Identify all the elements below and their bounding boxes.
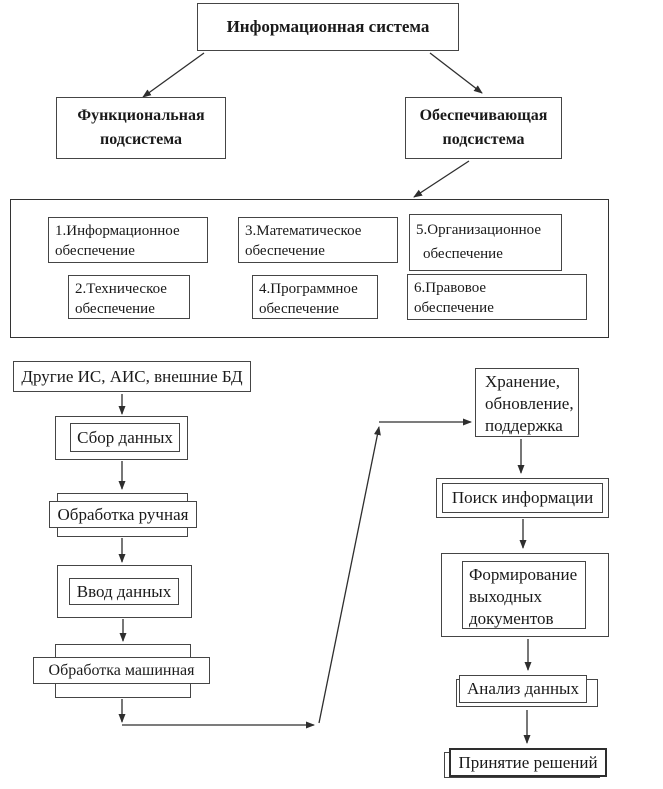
support-technical-line2: обеспечение (75, 301, 155, 317)
collect-data-label: Сбор данных (77, 427, 173, 447)
data-input-label: Ввод данных (76, 581, 172, 601)
information-system-label: Информационная система (226, 17, 430, 36)
node-functional-subsystem (56, 97, 226, 159)
support-informational-line1: 1.Информационное (55, 223, 180, 239)
providing-subsystem-line1: Обеспечивающая (419, 107, 548, 125)
node-information-search (442, 483, 603, 513)
information-search-label: Поиск информации (451, 488, 594, 507)
node-support-technical (68, 275, 190, 319)
support-organizational-line1: 5.Организационное (416, 222, 541, 238)
node-support-software (252, 275, 378, 319)
storage-line2: обновление, (485, 394, 574, 413)
arrow-providing-to-support (414, 161, 469, 197)
node-machine-processing (33, 657, 210, 684)
node-external-sources (13, 361, 251, 392)
node-decision-making (449, 748, 607, 777)
support-mathematical-line1: 3.Математическое (245, 223, 362, 239)
storage-line3: поддержка (485, 416, 563, 435)
node-data-input (69, 578, 179, 605)
functional-subsystem-line2: подсистема (99, 130, 183, 148)
support-legal-line1: 6.Правовое (414, 280, 487, 296)
arrow-diagonal-up (319, 427, 379, 723)
node-support-organizational (409, 214, 562, 271)
arrow-root-to-functional (143, 53, 204, 97)
node-output-documents (462, 561, 586, 629)
external-sources-label: Другие ИС, АИС, внешние БД (21, 366, 243, 386)
output-documents-line3: документов (469, 609, 554, 628)
node-support-legal (407, 274, 587, 320)
node-collect-data (70, 423, 180, 452)
providing-subsystem-line2: подсистема (442, 130, 525, 148)
output-documents-line1: Формирование (469, 565, 578, 584)
machine-processing-label: Обработка машинная (48, 661, 195, 679)
support-software-line2: обеспечение (259, 301, 339, 317)
decision-making-label: Принятие решений (458, 752, 598, 772)
node-information-system (197, 3, 459, 51)
support-technical-line1: 2.Техническое (75, 281, 167, 297)
data-analysis-label: Анализ данных (467, 679, 579, 698)
storage-line1: Хранение, (485, 372, 560, 391)
arrow-root-to-providing (430, 53, 482, 93)
node-providing-subsystem (405, 97, 562, 159)
node-support-mathematical (238, 217, 398, 263)
functional-subsystem-line1: Функциональная (77, 107, 205, 125)
node-support-informational (48, 217, 208, 263)
support-organizational-line2: обеспечение (423, 246, 503, 262)
support-informational-line2: обеспечение (55, 243, 135, 259)
node-storage (475, 368, 579, 437)
node-data-analysis (459, 675, 587, 703)
support-legal-line2: обеспечение (414, 300, 494, 316)
support-software-line1: 4.Программное (259, 281, 358, 297)
node-manual-processing (49, 501, 197, 528)
output-documents-line2: выходных (469, 587, 542, 606)
manual-processing-label: Обработка ручная (57, 504, 189, 524)
support-mathematical-line2: обеспечение (245, 243, 325, 259)
